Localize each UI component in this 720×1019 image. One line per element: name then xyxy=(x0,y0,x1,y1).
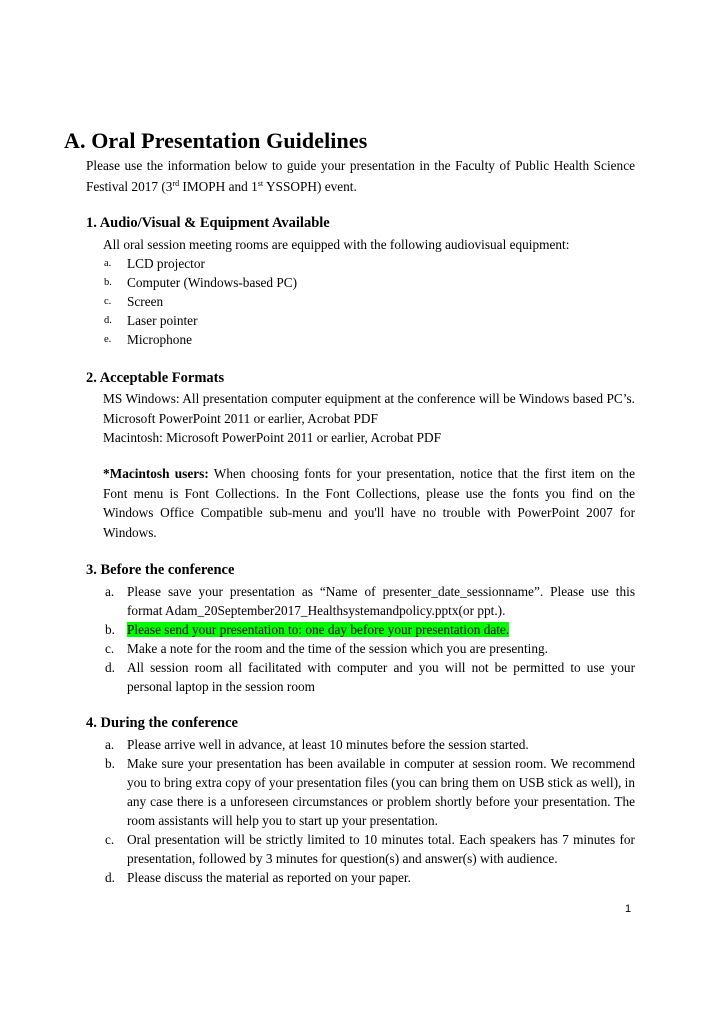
list-item: a. Please save your presentation as “Name of presenter_date_sessionname”. Please use this format Adam_20September2017_Healthsystemandpolicy.pptx(or ppt.). xyxy=(105,584,635,618)
mac-format-text: Macintosh: Microsoft PowerPoint 2011 or earlier, Acrobat PDF xyxy=(103,430,441,445)
section-2-title: 2. Acceptable Formats xyxy=(86,370,225,386)
list-item: a. Please arrive well in advance, at least 10 minutes before the session started. xyxy=(105,737,529,752)
list-item: a. LCD projector xyxy=(104,256,205,271)
list-item: b. Make sure your presentation has been available in computer at session room. We recommend you to bring extra copy of your presentation files (you can bring them on USB stick as well), in any case there is a unforeseen circumstances or problem shortly before your presentation. The room assistants will help you to start up your presentation. xyxy=(105,756,635,828)
before-conference-list xyxy=(105,582,635,696)
page-title: A. Oral Presentation Guidelines xyxy=(64,128,368,153)
list-item: d. All session room all facilitated with computer and you will not be permitted to use your personal laptop in the session room xyxy=(105,660,635,694)
section-4-title: 4. During the conference xyxy=(86,715,238,731)
equipment-list xyxy=(103,254,635,349)
list-item: c. Make a note for the room and the time of the session which you are presenting. xyxy=(105,641,548,656)
during-conference-list xyxy=(105,735,635,887)
section-1-lead: All oral session meeting rooms are equipped with the following audiovisual equipment: xyxy=(103,237,570,252)
list-item: e. Microphone xyxy=(104,332,192,347)
highlighted-instruction: b. Please send your presentation to: one day before your presentation date. xyxy=(105,622,510,637)
section-1-title: 1. Audio/Visual & Equipment Available xyxy=(86,215,330,231)
section-3-title: 3. Before the conference xyxy=(86,562,235,578)
mac-users-note: *Macintosh users: When choosing fonts for your presentation, notice that the first item on the Font menu is Font Collections. In the Font Collections, please use the fonts you find on the Windows Office Compatible sub-menu and you'll have no trouble with PowerPoint 2007 for Windows. xyxy=(103,466,635,540)
list-item: c. Oral presentation will be strictly limited to 10 minutes total. Each speakers has 7 minutes for presentation, followed by 3 minutes for question(s) and answer(s) with audience. xyxy=(105,832,635,866)
windows-format-text: MS Windows: All presentation computer equipment at the conference will be Windows based PC’s. Microsoft PowerPoint 2011 or earlier, Acrobat PDF xyxy=(103,391,635,426)
list-item: d. Please discuss the material as reported on your paper. xyxy=(105,870,411,885)
page-number: 1 xyxy=(625,903,632,915)
list-item: d. Laser pointer xyxy=(104,313,198,328)
intro-paragraph: Please use the information below to guide your presentation in the Faculty of Public Health Science Festival 2017 (3rd IMOPH and 1st YSSOPH) event. xyxy=(86,158,635,194)
list-item: c. Screen xyxy=(104,294,164,309)
list-item: b. Computer (Windows-based PC) xyxy=(104,275,298,290)
list-item xyxy=(105,620,635,639)
